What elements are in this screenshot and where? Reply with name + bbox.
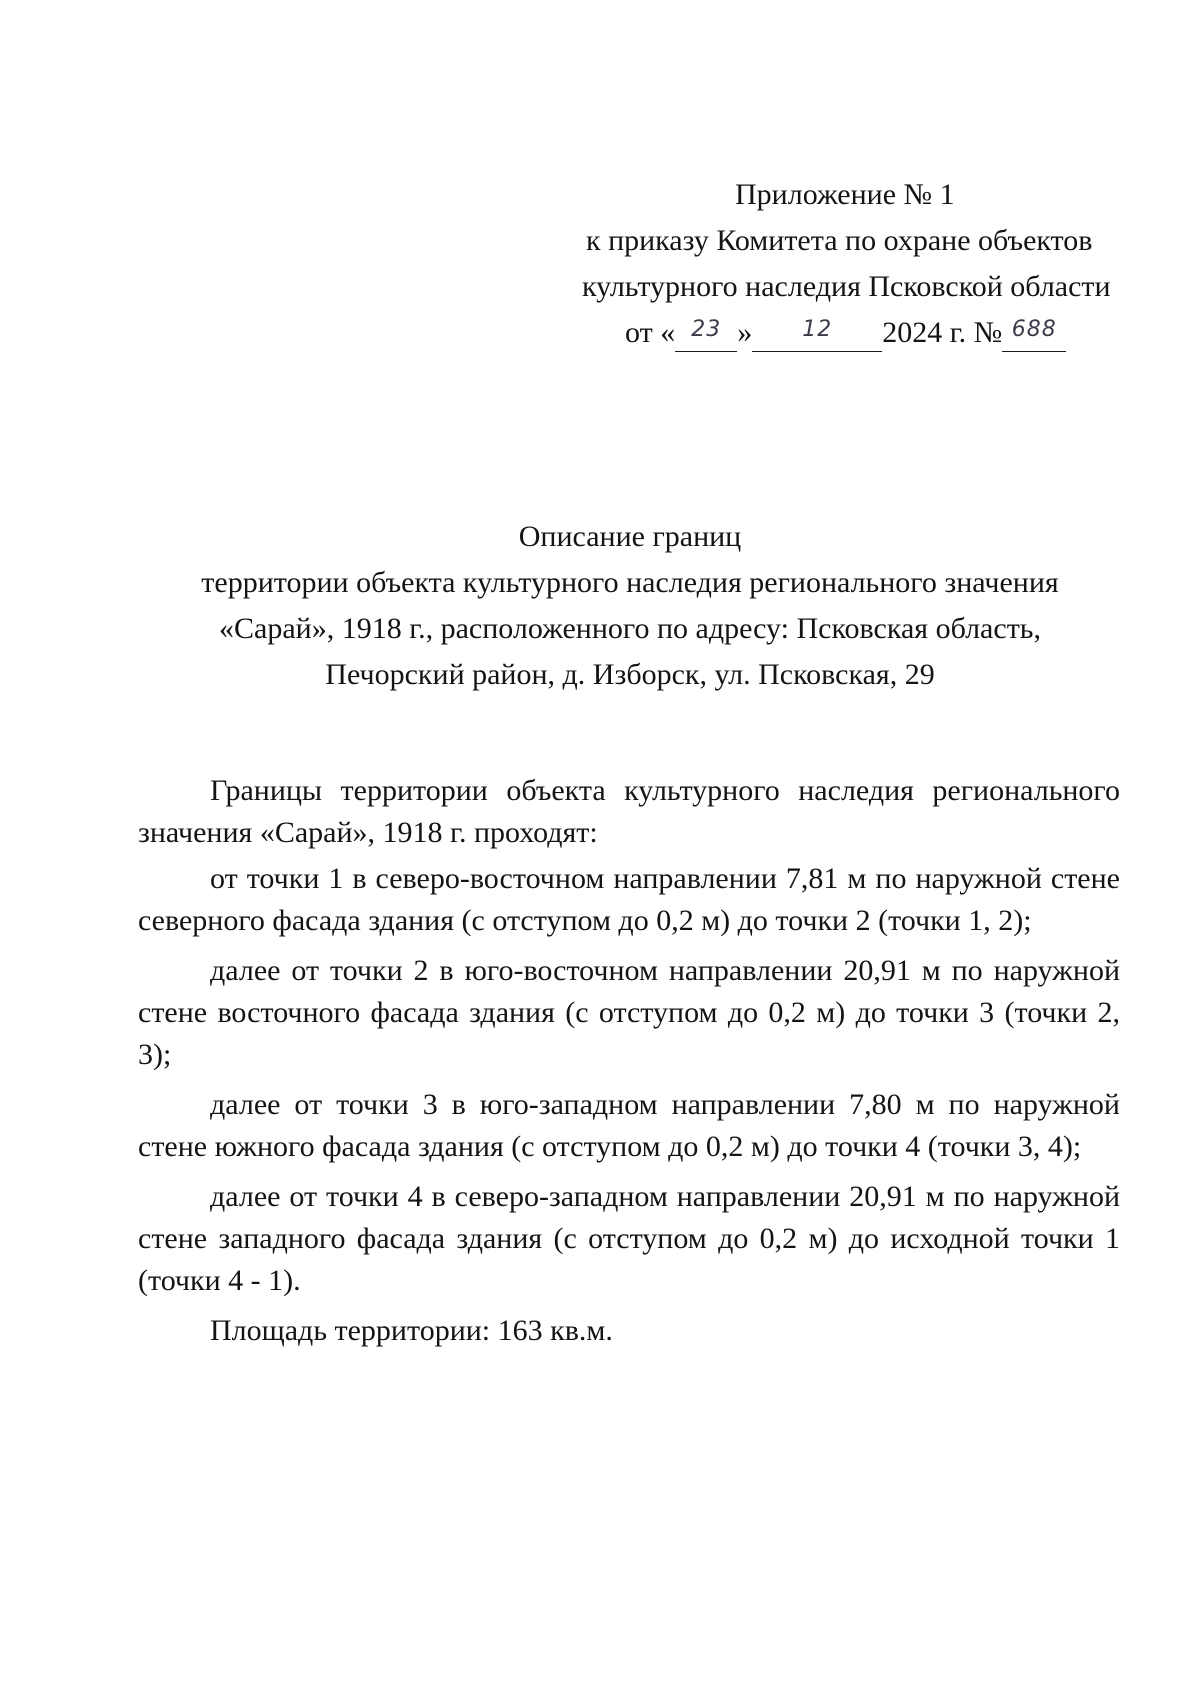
body-paragraph: далее от точки 3 в юго-западном направлении 7,80 м по наружной стене южного фасада здания (с отступом до 0,2 м) до точки 4 (точки 3, 4); xyxy=(138,1088,1120,1163)
date-month-field xyxy=(752,318,882,352)
date-prefix: от « xyxy=(625,316,676,349)
appendix-date-line xyxy=(560,310,1120,356)
body-paragraph: Границы территории объекта культурного наследия регионального значения «Сарай», 1918 г. проходят: xyxy=(138,774,1120,849)
document-title xyxy=(150,514,1110,698)
title-line-1: Описание границ xyxy=(518,520,742,553)
body-paragraph: далее от точки 2 в юго-восточном направлении 20,91 м по наружной стене восточного фасада здания (с отступом до 0,2 м) до точки 3 (точки 2, 3); xyxy=(138,954,1120,1071)
body-paragraph: далее от точки 4 в северо-западном направлении 20,91 м по наружной стене западного фасада здания (с отступом до 0,2 м) до исходной точки 1 (точки 4 - 1). xyxy=(138,1180,1120,1297)
appendix-title: Приложение № 1 xyxy=(735,178,955,211)
area-paragraph: Площадь территории: 163 кв.м. xyxy=(210,1314,613,1347)
appendix-header xyxy=(560,172,1120,356)
date-year: 2024 г. № xyxy=(882,316,1003,349)
appendix-order-line: к приказу Комитета по охране объектов xyxy=(586,224,1093,257)
appendix-committee-line: культурного наследия Псковской области xyxy=(582,270,1111,303)
handwritten-month: 12 xyxy=(802,317,833,342)
date-day-field xyxy=(675,318,737,352)
title-line-2: территории объекта культурного наследия регионального значения xyxy=(201,566,1059,599)
title-line-3: «Сарай», 1918 г., расположенного по адресу: Псковская область, xyxy=(219,612,1041,645)
handwritten-order-number: 688 xyxy=(1011,317,1057,342)
order-number-field xyxy=(1002,318,1066,352)
body-paragraph: от точки 1 в северо-восточном направлении 7,81 м по наружной стене северного фасада здания (с отступом до 0,2 м) до точки 2 (точки 1, 2); xyxy=(138,862,1120,937)
date-mid: » xyxy=(737,316,753,349)
document-body xyxy=(138,770,1120,1360)
handwritten-day: 23 xyxy=(691,317,722,342)
title-line-4: Печорский район, д. Изборск, ул. Псковская, 29 xyxy=(325,658,935,691)
